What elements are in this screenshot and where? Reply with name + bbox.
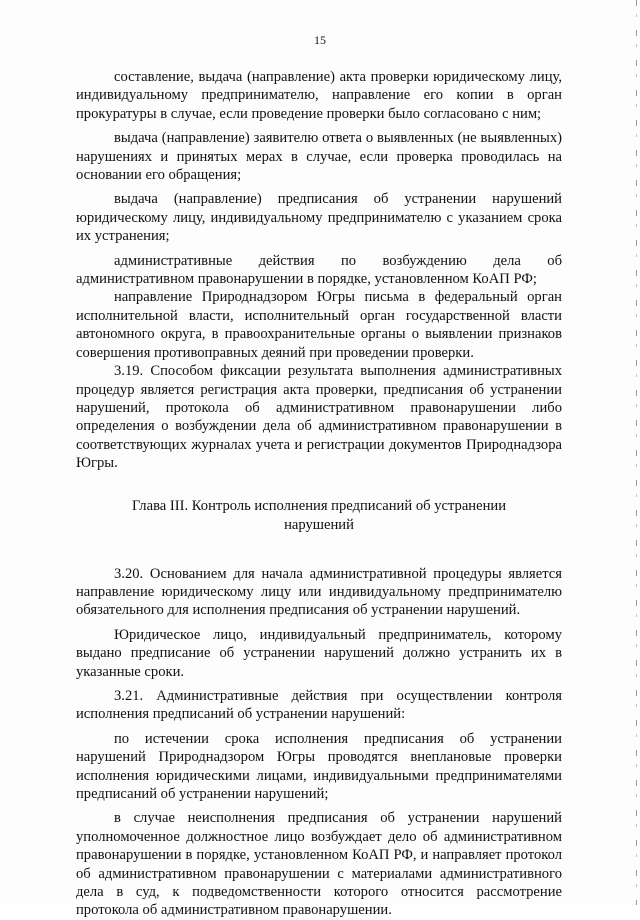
paragraph-non-compliance: в случае неисполнения предписания об устранении нарушений уполномоченное должностное лицо возбуждает дело об административном правонарушении в порядке, установленном КоАП РФ, и направляет протокол об административном правонарушении с материалами административного дела в суд, к подведомственности которого относится рассмотрение протокола об административном правонарушении. xyxy=(76,810,562,919)
paragraph-administrative-case: административные действия по возбуждению дела об административном правонарушении в порядке, установленном КоАП РФ; xyxy=(76,252,562,288)
chapter-title: Глава III. Контроль исполнения предписаний об устранении нарушений xyxy=(131,497,507,533)
paragraph-order-issuance: выдача (направление) предписания об устранении нарушений юридическому лицу, индивидуальному предпринимателю с указанием срока их устранения; xyxy=(76,191,562,245)
paragraph-letter-sending: направление Природнадзором Югры письма в федеральный орган исполнительной власти, исполнительный орган государственной власти автономного округа, в правоохранительные органы о выявлении признаков совершения противоправных деяний при проведении проверки. xyxy=(76,289,562,361)
paragraph-elimination-deadline: Юридическое лицо, индивидуальный предприниматель, которому выдано предписание об устранении нарушений должно устранить их в указанные сроки. xyxy=(76,626,562,680)
document-body xyxy=(76,68,562,920)
paragraph-act-issuance: составление, выдача (направление) акта проверки юридическому лицу, индивидуальному предпринимателю, направление его копии в орган прокуратуры в случае, если проведение проверки было согласовано с ним; xyxy=(76,69,562,122)
page-number: 15 xyxy=(314,33,326,47)
paragraph-3-19: 3.19. Способом фиксации результата выполнения административных процедур является регистрация акта проверки, предписания об устранении нарушений, протокола об административном правонарушении либо определения о возбуждении дела об административном правонарушении в соответствующих журналах учета и регистрации документов Природнадзора Югры. xyxy=(76,363,562,472)
paragraph-3-21: 3.21. Административные действия при осуществлении контроля исполнения предписаний об устранении нарушений: xyxy=(76,687,562,723)
paragraph-3-20: 3.20. Основанием для начала административной процедуры является направление юридическому лицу или индивидуальному предпринимателю обязательного для исполнения предписания об устранении нарушений. xyxy=(76,565,562,619)
paragraph-unscheduled-inspections: по истечении срока исполнения предписания об устранении нарушений Природнадзором Югры проводятся внеплановые проверки исполнения юридическими лицами, индивидуальными предпринимателями предписаний об устранении нарушений; xyxy=(76,730,562,802)
scan-edge-artifact xyxy=(636,0,637,905)
paragraph-applicant-response: выдача (направление) заявителю ответа о выявленных (не выявленных) нарушениях и принятых мерах в случае, если проверка проводилась на основании его обращения; xyxy=(76,130,562,184)
